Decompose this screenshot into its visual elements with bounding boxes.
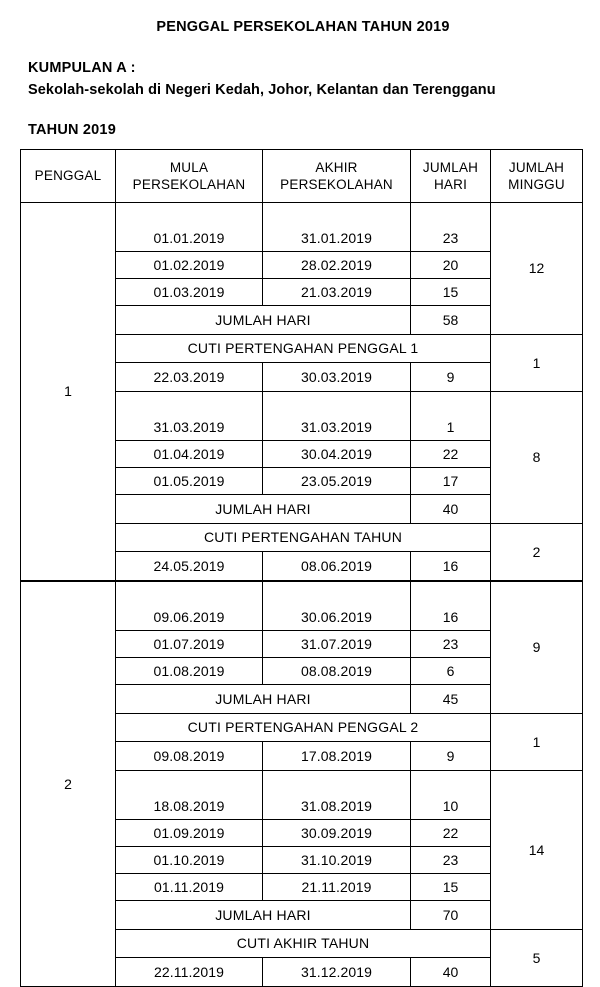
date-mula: 01.02.2019 [116, 251, 263, 278]
date-mula: 24.05.2019 [116, 551, 263, 581]
days-count: 23 [411, 630, 491, 657]
days-count: 15 [411, 278, 491, 305]
date-akhir: 30.04.2019 [263, 440, 411, 467]
weeks-count: 2 [491, 523, 583, 581]
date-akhir: 23.05.2019 [263, 467, 411, 494]
date-akhir: 08.08.2019 [263, 657, 411, 684]
date-mula: 09.08.2019 [116, 741, 263, 770]
date-mula: 01.10.2019 [116, 846, 263, 873]
date-akhir: 21.03.2019 [263, 278, 411, 305]
group-label: KUMPULAN A : [28, 60, 136, 76]
days-count: 9 [411, 362, 491, 391]
total-days-label: JUMLAH HARI [116, 494, 411, 523]
header-akhir-line1: AKHIR [315, 159, 358, 175]
date-akhir: 31.12.2019 [263, 957, 411, 986]
days-count: 23 [411, 202, 491, 251]
date-mula: 22.03.2019 [116, 362, 263, 391]
date-mula: 01.05.2019 [116, 467, 263, 494]
total-days-value: 40 [411, 494, 491, 523]
days-count: 22 [411, 440, 491, 467]
weeks-count: 14 [491, 770, 583, 929]
date-mula: 18.08.2019 [116, 770, 263, 819]
header-minggu-line2: MINGGU [508, 176, 565, 192]
date-mula: 01.07.2019 [116, 630, 263, 657]
header-mula-line2: PERSEKOLAHAN [132, 176, 246, 192]
holiday-banner-label: CUTI AKHIR TAHUN [116, 929, 491, 957]
date-akhir: 21.11.2019 [263, 873, 411, 900]
holiday-banner-label: CUTI PERTENGAHAN TAHUN [116, 523, 491, 551]
total-days-label: JUMLAH HARI [116, 305, 411, 334]
date-akhir: 31.01.2019 [263, 202, 411, 251]
date-mula: 01.01.2019 [116, 202, 263, 251]
table-body [21, 202, 583, 986]
days-count: 9 [411, 741, 491, 770]
date-akhir: 31.08.2019 [263, 770, 411, 819]
school-term-table [20, 149, 583, 987]
total-days-value: 70 [411, 900, 491, 929]
days-count: 40 [411, 957, 491, 986]
total-days-label: JUMLAH HARI [116, 900, 411, 929]
date-akhir: 30.09.2019 [263, 819, 411, 846]
days-count: 16 [411, 581, 491, 631]
date-akhir: 08.06.2019 [263, 551, 411, 581]
table-row [21, 202, 583, 251]
days-count: 22 [411, 819, 491, 846]
date-mula: 01.08.2019 [116, 657, 263, 684]
holiday-banner-label: CUTI PERTENGAHAN PENGGAL 1 [116, 334, 491, 362]
date-akhir: 31.07.2019 [263, 630, 411, 657]
total-days-value: 58 [411, 305, 491, 334]
days-count: 17 [411, 467, 491, 494]
total-days-value: 45 [411, 684, 491, 713]
column-header-jumlah-minggu [491, 149, 583, 202]
date-mula: 09.06.2019 [116, 581, 263, 631]
date-mula: 01.11.2019 [116, 873, 263, 900]
header-minggu-line1: JUMLAH [508, 159, 565, 175]
header-hari-line1: JUMLAH [422, 159, 479, 175]
days-count: 1 [411, 391, 491, 440]
date-akhir: 30.06.2019 [263, 581, 411, 631]
weeks-count: 1 [491, 713, 583, 770]
date-akhir: 30.03.2019 [263, 362, 411, 391]
date-mula: 01.09.2019 [116, 819, 263, 846]
column-header-mula-persekolahan [116, 149, 263, 202]
date-mula: 22.11.2019 [116, 957, 263, 986]
date-akhir: 17.08.2019 [263, 741, 411, 770]
days-count: 16 [411, 551, 491, 581]
column-header-penggal: PENGGAL [21, 149, 116, 202]
penggal-number-2: 2 [21, 581, 116, 987]
holiday-banner-label: CUTI PERTENGAHAN PENGGAL 2 [116, 713, 491, 741]
group-description: Sekolah-sekolah di Negeri Kedah, Johor, Kelantan dan Terengganu [28, 82, 496, 99]
year-label: TAHUN 2019 [28, 121, 116, 138]
page-title: PENGGAL PERSEKOLAHAN TAHUN 2019 [156, 19, 450, 35]
weeks-count: 8 [491, 391, 583, 523]
penggal-number-1: 1 [21, 202, 116, 581]
days-count: 10 [411, 770, 491, 819]
column-header-jumlah-hari [411, 149, 491, 202]
date-akhir: 31.03.2019 [263, 391, 411, 440]
table-row [21, 581, 583, 631]
group-heading [28, 57, 600, 102]
table-header-row [21, 149, 583, 202]
days-count: 20 [411, 251, 491, 278]
weeks-count: 1 [491, 334, 583, 391]
days-count: 23 [411, 846, 491, 873]
weeks-count: 9 [491, 581, 583, 714]
weeks-count: 5 [491, 929, 583, 986]
header-akhir-line2: PERSEKOLAHAN [280, 176, 393, 192]
column-header-akhir-persekolahan [263, 149, 411, 202]
header-mula-line1: MULA [169, 159, 209, 175]
date-akhir: 31.10.2019 [263, 846, 411, 873]
days-count: 6 [411, 657, 491, 684]
date-akhir: 28.02.2019 [263, 251, 411, 278]
table-header [21, 149, 583, 202]
calendar-table-wrapper [20, 149, 582, 987]
date-mula: 01.03.2019 [116, 278, 263, 305]
header-hari-line2: HARI [433, 176, 468, 192]
total-days-label: JUMLAH HARI [116, 684, 411, 713]
weeks-count: 12 [491, 202, 583, 334]
date-mula: 01.04.2019 [116, 440, 263, 467]
date-mula: 31.03.2019 [116, 391, 263, 440]
days-count: 15 [411, 873, 491, 900]
